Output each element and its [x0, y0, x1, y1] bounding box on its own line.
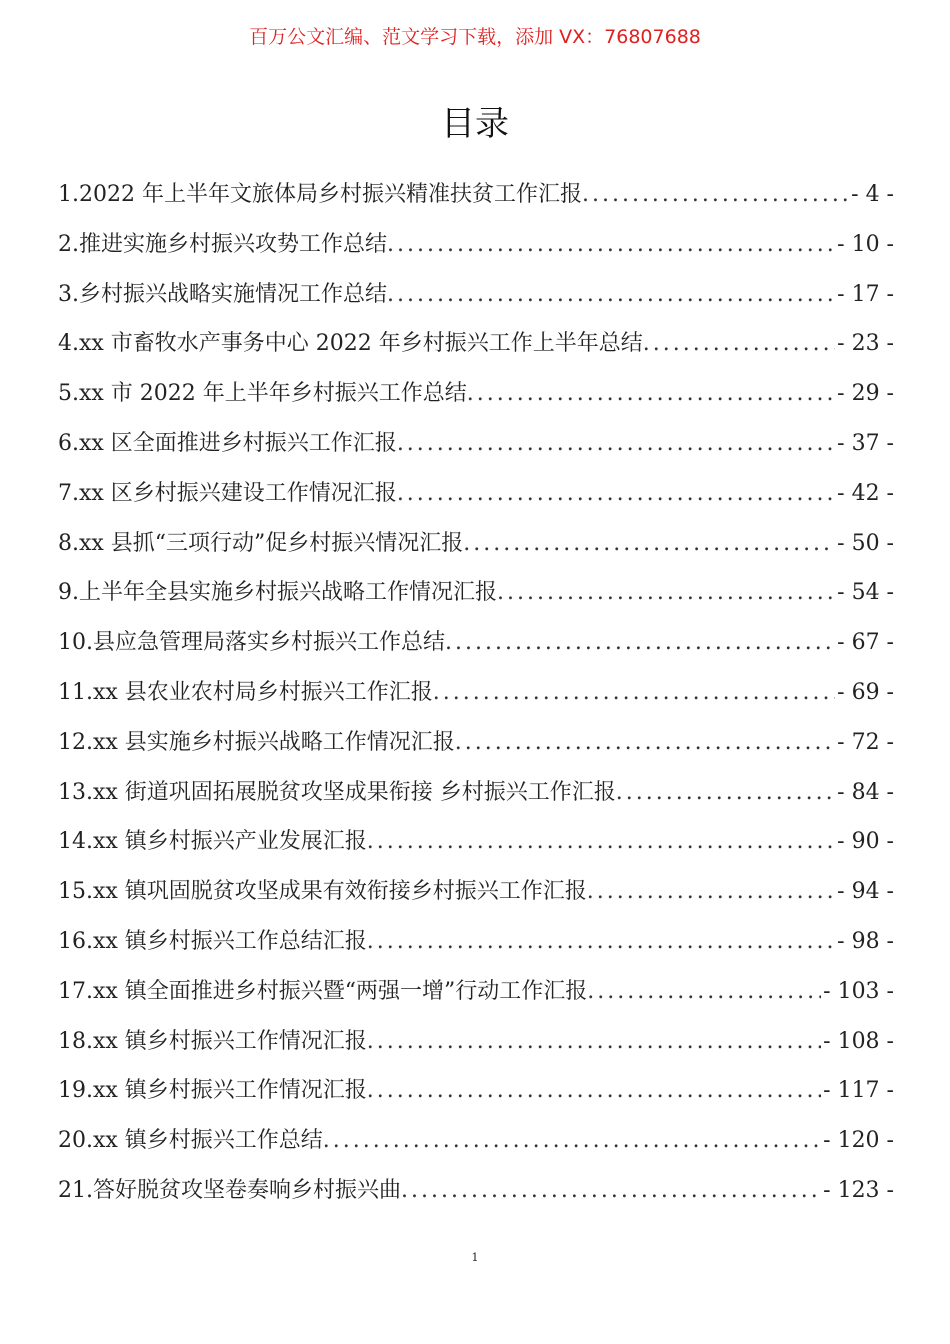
- toc-entry-page: - 120 -: [823, 1128, 894, 1154]
- dot-leader: [397, 476, 835, 512]
- toc-entry[interactable]: [58, 924, 894, 974]
- toc-entry[interactable]: [58, 824, 894, 874]
- toc-entry-title: 1.2022 年上半年文旅体局乡村振兴精准扶贫工作汇报: [58, 182, 582, 207]
- dot-leader: [455, 725, 835, 761]
- toc-entry-page: - 69 -: [837, 679, 894, 705]
- toc-entry-page: - 103 -: [823, 978, 894, 1004]
- dot-leader: [445, 625, 835, 661]
- dot-leader: [397, 426, 835, 462]
- toc-entry-title: 5.xx 市 2022 年上半年乡村振兴工作总结: [58, 381, 467, 407]
- toc-entry[interactable]: [58, 725, 894, 775]
- toc-entry[interactable]: [58, 675, 894, 725]
- toc-entry[interactable]: [58, 177, 894, 227]
- toc-entry-page: - 90 -: [837, 829, 894, 855]
- toc-entry[interactable]: [58, 376, 894, 426]
- dot-leader: [367, 1073, 821, 1109]
- toc-entry[interactable]: [58, 1173, 894, 1223]
- toc-entry-title: 4.xx 市畜牧水产事务中心 2022 年乡村振兴工作上半年总结: [58, 331, 643, 357]
- toc-entry-page: - 117 -: [823, 1078, 894, 1104]
- toc-entry-title: 21.答好脱贫攻坚卷奏响乡村振兴曲: [58, 1177, 401, 1203]
- dot-leader: [467, 376, 835, 412]
- toc-entry-title: 19.xx 镇乡村振兴工作情况汇报: [58, 1078, 367, 1104]
- toc-entry[interactable]: [58, 227, 894, 277]
- toc-entry[interactable]: [58, 1024, 894, 1074]
- toc-entry-title: 17.xx 镇全面推进乡村振兴暨“两强一增”行动工作汇报: [58, 978, 588, 1004]
- toc-entry[interactable]: [58, 426, 894, 476]
- toc-entry[interactable]: [58, 1123, 894, 1173]
- toc-entry-title: 12.xx 县实施乡村振兴战略工作情况汇报: [58, 729, 455, 755]
- toc-entry-page: - 10 -: [837, 231, 894, 257]
- toc-entry-title: 20.xx 镇乡村振兴工作总结: [58, 1128, 323, 1154]
- toc-entry[interactable]: [58, 1073, 894, 1123]
- toc-entry-title: 6.xx 区全面推进乡村振兴工作汇报: [58, 430, 397, 456]
- dot-leader: [643, 326, 835, 362]
- dot-leader: [367, 824, 835, 860]
- toc-entry[interactable]: [58, 575, 894, 625]
- dot-leader: [582, 177, 849, 213]
- page-title: 目录: [441, 104, 509, 144]
- toc-entry-page: - 67 -: [837, 630, 894, 656]
- toc-entry-title: 14.xx 镇乡村振兴产业发展汇报: [58, 829, 367, 855]
- toc-entry-title: 11.xx 县农业农村局乡村振兴工作汇报: [58, 679, 433, 705]
- toc-entry-page: - 108 -: [823, 1028, 894, 1054]
- toc-entry-page: - 4 -: [851, 182, 894, 207]
- toc-entry-page: - 50 -: [837, 530, 894, 556]
- toc-entry-title: 16.xx 镇乡村振兴工作总结汇报: [58, 928, 367, 954]
- toc-entry-title: 9.上半年全县实施乡村振兴战略工作情况汇报: [58, 580, 497, 606]
- toc-entry-page: - 94 -: [837, 879, 894, 905]
- dot-leader: [497, 575, 835, 611]
- toc-entry[interactable]: [58, 625, 894, 675]
- dot-leader: [401, 1173, 821, 1209]
- toc-entry-title: 18.xx 镇乡村振兴工作情况汇报: [58, 1028, 367, 1054]
- toc-entry-title: 15.xx 镇巩固脱贫攻坚成果有效衔接乡村振兴工作汇报: [58, 879, 587, 905]
- toc-entry-page: - 23 -: [837, 331, 894, 357]
- toc-entry[interactable]: [58, 874, 894, 924]
- dot-leader: [387, 227, 835, 263]
- toc-entry[interactable]: [58, 775, 894, 825]
- toc-entry-page: - 123 -: [823, 1177, 894, 1203]
- toc-entry-title: 7.xx 区乡村振兴建设工作情况汇报: [58, 480, 397, 506]
- page-number: 1: [471, 1251, 479, 1264]
- toc-entry[interactable]: [58, 326, 894, 376]
- dot-leader: [587, 974, 821, 1010]
- toc-entry-title: 10.县应急管理局落实乡村振兴工作总结: [58, 630, 445, 656]
- toc-entry-title: 3.乡村振兴战略实施情况工作总结: [58, 281, 387, 307]
- dot-leader: [587, 874, 835, 910]
- toc-entry-page: - 29 -: [837, 381, 894, 407]
- toc-entry-title: 13.xx 街道巩固拓展脱贫攻坚成果衔接 乡村振兴工作汇报: [58, 779, 616, 805]
- dot-leader: [463, 526, 835, 562]
- toc-entry[interactable]: [58, 974, 894, 1024]
- toc-entry-page: - 17 -: [837, 281, 894, 307]
- table-of-contents: [58, 177, 894, 1223]
- dot-leader: [433, 675, 835, 711]
- toc-entry-title: 8.xx 县抓“三项行动”促乡村振兴情况汇报: [58, 530, 464, 556]
- toc-entry-page: - 98 -: [837, 928, 894, 954]
- toc-entry[interactable]: [58, 526, 894, 576]
- dot-leader: [367, 1024, 821, 1060]
- dot-leader: [616, 775, 835, 811]
- toc-entry-page: - 37 -: [837, 430, 894, 456]
- toc-entry[interactable]: [58, 277, 894, 327]
- toc-entry-page: - 54 -: [837, 580, 894, 606]
- toc-entry-page: - 42 -: [837, 480, 894, 506]
- toc-entry[interactable]: [58, 476, 894, 526]
- toc-entry-title: 2.推进实施乡村振兴攻势工作总结: [58, 231, 387, 257]
- dot-leader: [387, 277, 835, 313]
- watermark-header: 百万公文汇编、范文学习下载，添加 VX：76807688: [249, 26, 701, 48]
- toc-entry-page: - 84 -: [837, 779, 894, 805]
- dot-leader: [323, 1123, 821, 1159]
- toc-entry-page: - 72 -: [837, 729, 894, 755]
- dot-leader: [367, 924, 835, 960]
